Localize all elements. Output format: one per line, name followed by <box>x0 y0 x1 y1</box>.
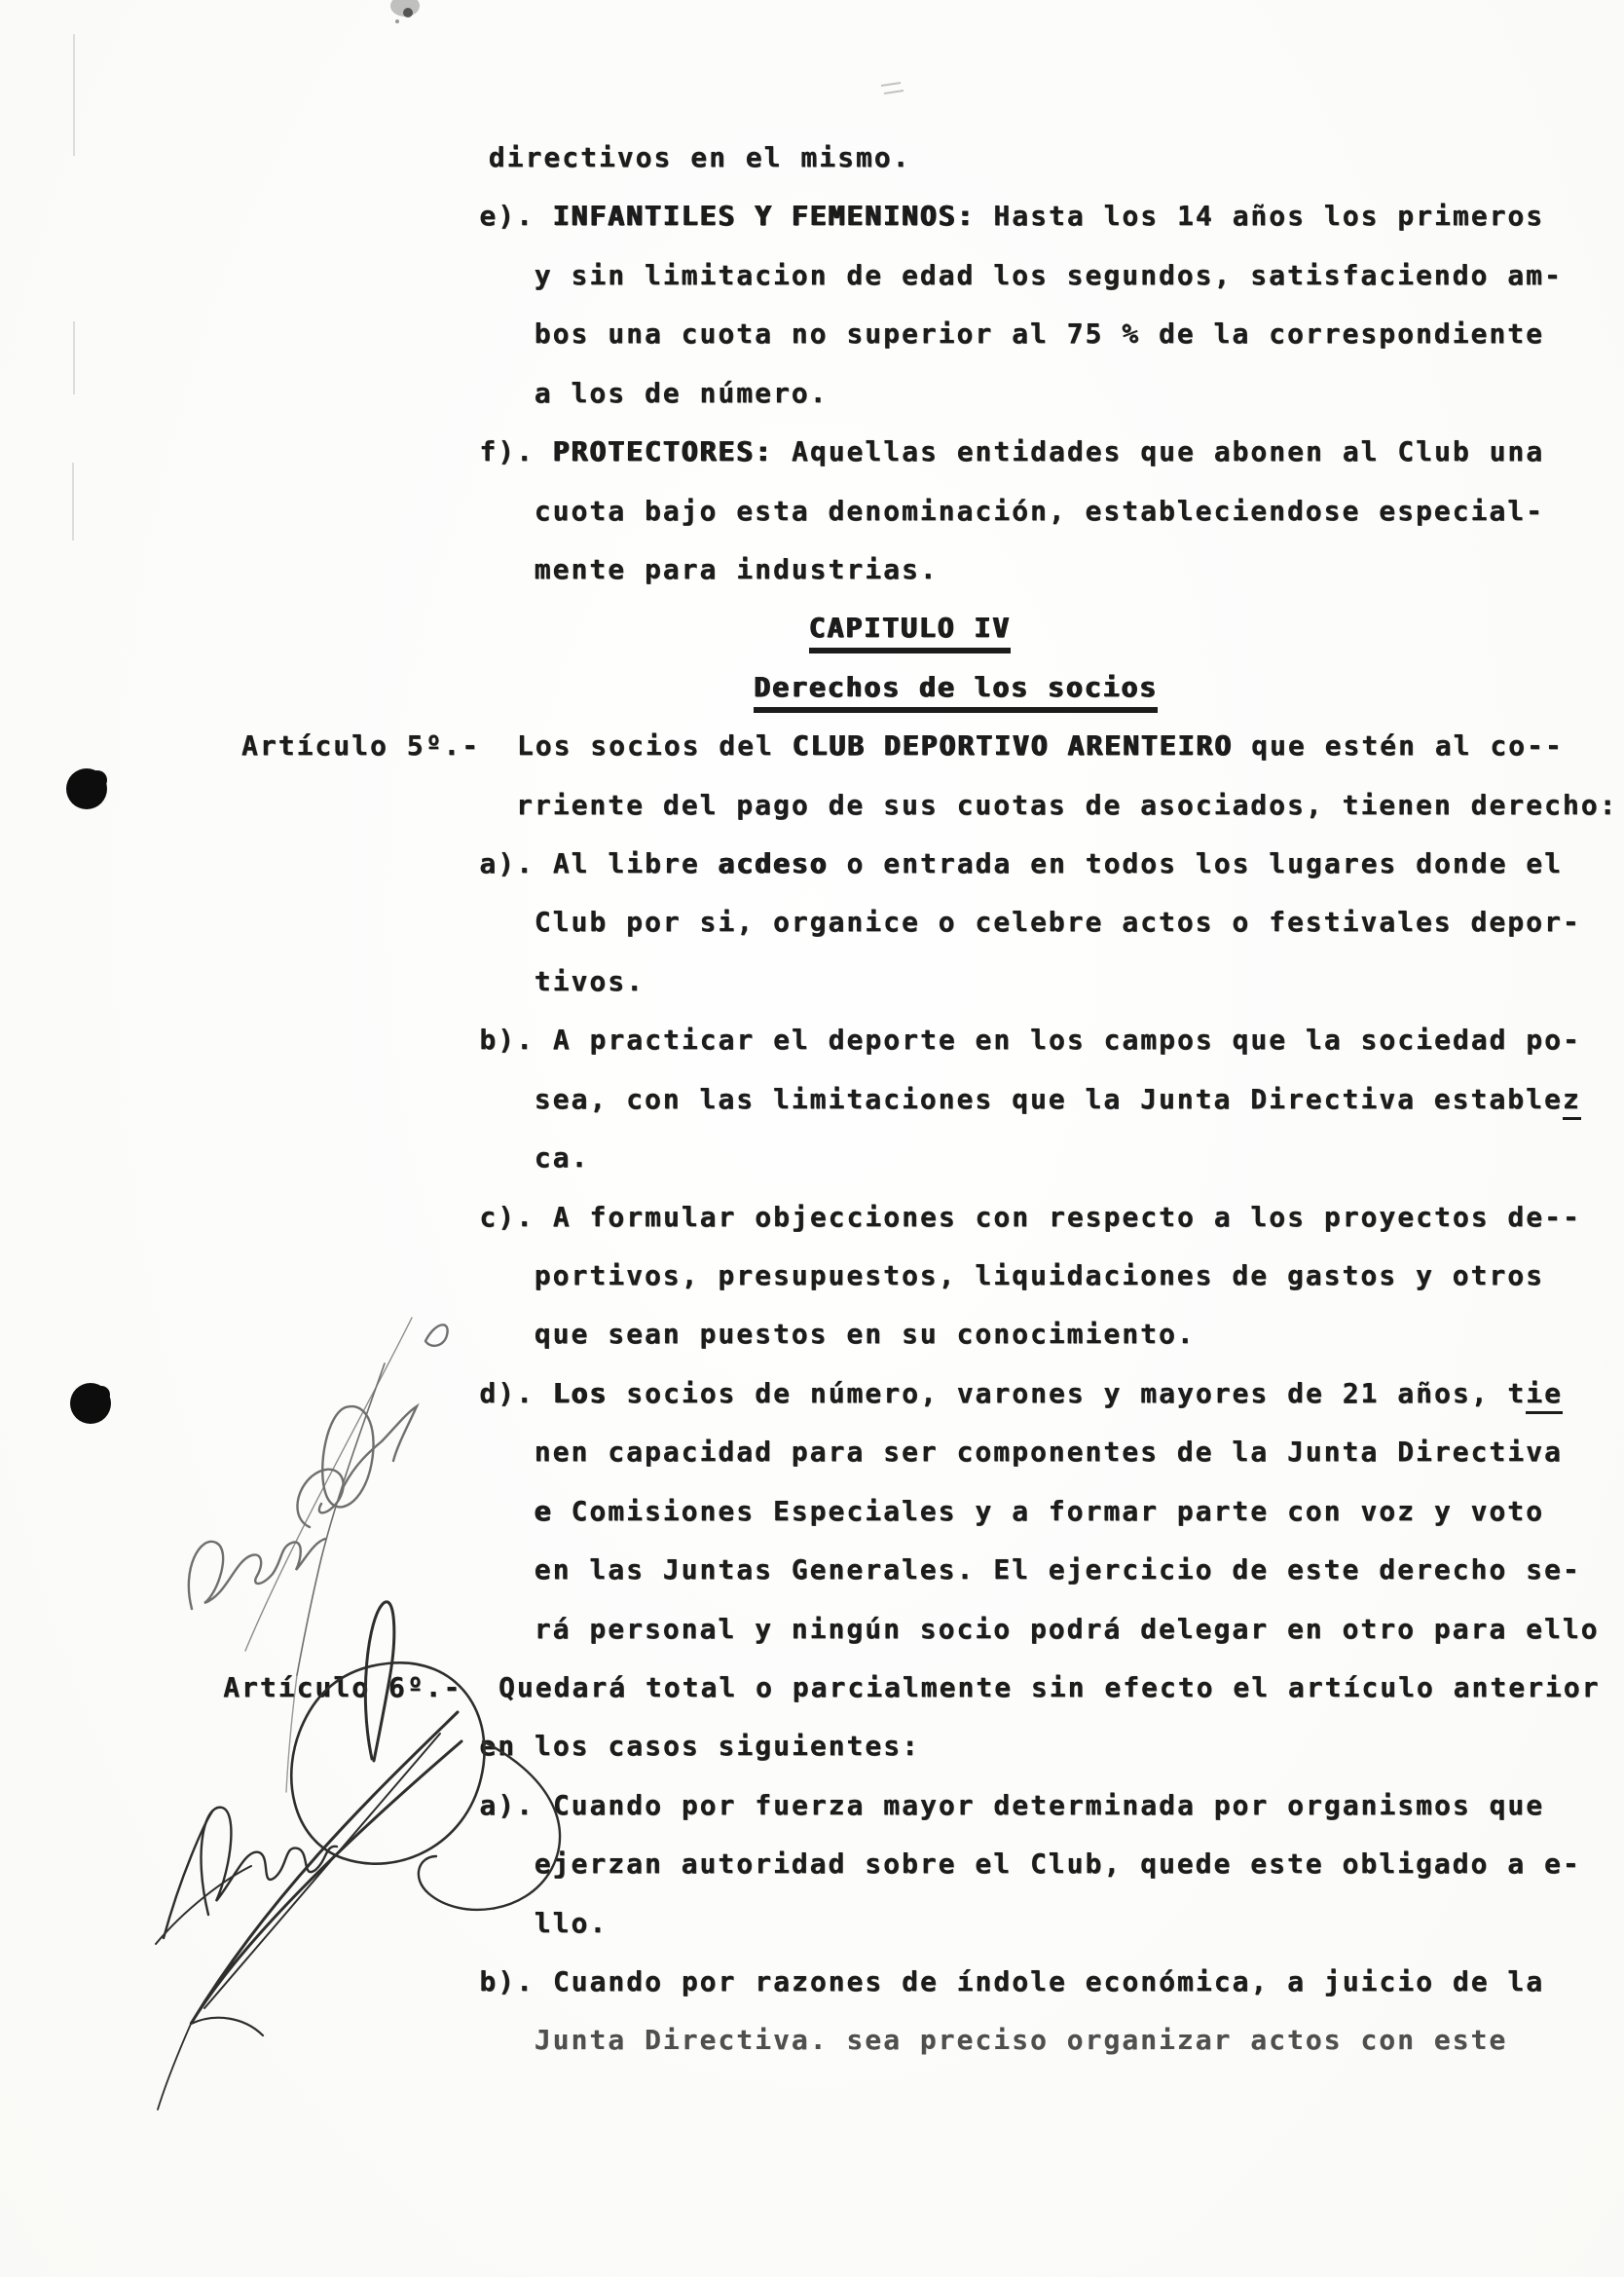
typed-line <box>479 435 1544 468</box>
text-segment: a los de número. <box>534 376 829 409</box>
text-segment: f). <box>479 435 553 468</box>
text-segment: c). A formular objecciones con respecto a los proyectos de-- <box>479 1200 1581 1233</box>
text-segment: e). <box>479 200 553 233</box>
typed-line <box>479 200 1544 233</box>
text-segment: en los casos siguientes: <box>479 1730 920 1763</box>
text-segment: Aquellas entidades que abonen al Club una <box>773 435 1545 468</box>
overstruck-text-segment: e <box>534 1494 553 1527</box>
text-segment: tivos. <box>534 964 645 997</box>
typed-line <box>535 377 829 410</box>
text-segment: a). Cuando por fuerza mayor determinada por organismos que <box>479 1788 1545 1821</box>
typed-line <box>516 789 1617 822</box>
typed-line <box>535 259 1563 292</box>
typed-line <box>479 1377 1563 1410</box>
typed-line <box>535 906 1581 939</box>
text-segment: rá personal y ningún socio podrá delegar en otro para ello <box>534 1612 1600 1645</box>
text-segment: portivos, presupuestos, liquidaciones de gastos y otros <box>534 1258 1544 1291</box>
overstruck-text-segment: acdeso <box>718 847 829 880</box>
typed-line <box>535 1318 1196 1351</box>
text-segment: b). Cuando por razones de índole económica, a juicio de la <box>479 1965 1545 1998</box>
text-segment: rriente del pago de sus cuotas de asociados, tienen derecho: <box>516 788 1618 821</box>
overstruck-text-segment: Los <box>552 1376 609 1409</box>
typed-line <box>489 141 911 174</box>
underlined-text-segment: Derechos de los socios <box>754 671 1158 713</box>
text-segment: o entrada en todos los lugares donde el <box>828 847 1563 880</box>
text-segment: Comisiones Especiales y a formar parte con voz y voto <box>552 1494 1544 1527</box>
text-segment: ca. <box>534 1141 590 1175</box>
typed-line <box>535 1083 1581 1116</box>
typed-line <box>535 2024 1507 2057</box>
text-segment: nen capacidad para ser componentes de la Junta Directiva <box>534 1436 1563 1469</box>
typed-line <box>535 1436 1563 1469</box>
overstruck-text-segment: PROTECTORES: <box>552 435 774 468</box>
typed-line <box>479 1789 1544 1822</box>
text-segment: y sin limitacion de edad los segundos, satisfaciendo am- <box>534 258 1563 291</box>
underlined-text-segment: ie <box>1526 1377 1563 1414</box>
text-segment: cuota bajo esta denominación, estableciendose especial- <box>534 494 1544 527</box>
text-segment: mente para industrias. <box>534 552 939 585</box>
text-segment: Artículo 5º.- Los socios del <box>241 729 793 763</box>
overstruck-text-segment: CLUB DEPORTIVO ARENTEIRO <box>792 729 1234 763</box>
text-segment: Artículo 6º.- Quedará total o parcialmente sin efecto el artículo anterior <box>223 1670 1601 1703</box>
text-segment: Club por si, organice o celebre actos o festivales depor- <box>534 906 1581 939</box>
typed-line <box>223 1671 1600 1704</box>
text-segment: sea, con las limitaciones que la Junta Directiva estable <box>534 1082 1563 1115</box>
typed-line <box>535 1553 1581 1586</box>
text-segment: en las Juntas Generales. El ejercicio de este derecho se- <box>534 1553 1581 1586</box>
text-segment: socios de número, varones y mayores de 21 años, t <box>608 1376 1527 1409</box>
overstruck-text-segment: INFANTILES Y FEMENINOS: <box>552 200 976 233</box>
typed-line <box>535 1613 1600 1646</box>
typed-line <box>535 553 939 586</box>
typed-line <box>241 729 1564 763</box>
typed-line <box>535 1259 1544 1292</box>
text-segment: llo. <box>534 1906 609 1939</box>
typed-line <box>809 612 1011 645</box>
typed-line <box>479 847 1563 880</box>
underlined-text-segment: CAPITULO IV <box>809 612 1011 653</box>
typed-line <box>479 1024 1580 1057</box>
typed-line <box>479 1965 1544 1998</box>
text-segment: Hasta los 14 años los primeros <box>975 200 1545 233</box>
typed-line <box>479 1201 1580 1234</box>
text-segment: a). Al libre <box>479 847 719 880</box>
text-segment: directivos en el mismo. <box>488 141 911 173</box>
text-segment: Junta Directiva. sea preciso organizar actos con este <box>534 2024 1508 2057</box>
text-segment: que estén al co-- <box>1233 729 1564 763</box>
text-segment: b). A practicar el deporte en los campos que la sociedad po- <box>479 1024 1581 1057</box>
typed-line <box>479 1730 920 1763</box>
underlined-text-segment: z <box>1563 1083 1581 1120</box>
text-segment: bos una cuota no superior al 75 % de la correspondiente <box>534 317 1544 351</box>
typed-line <box>535 1848 1581 1881</box>
text-segment: que sean puestos en su conocimiento. <box>534 1318 1196 1351</box>
typed-line <box>535 1495 1544 1528</box>
text-segment: d). <box>479 1376 553 1409</box>
typed-line <box>754 671 1158 704</box>
typed-line <box>535 965 645 998</box>
typed-line <box>535 317 1544 351</box>
typed-line <box>535 1907 608 1940</box>
typed-line <box>535 1141 590 1175</box>
text-segment: ejerzan autoridad sobre el Club, quede este obligado a e- <box>534 1848 1581 1881</box>
typed-line <box>535 495 1544 528</box>
